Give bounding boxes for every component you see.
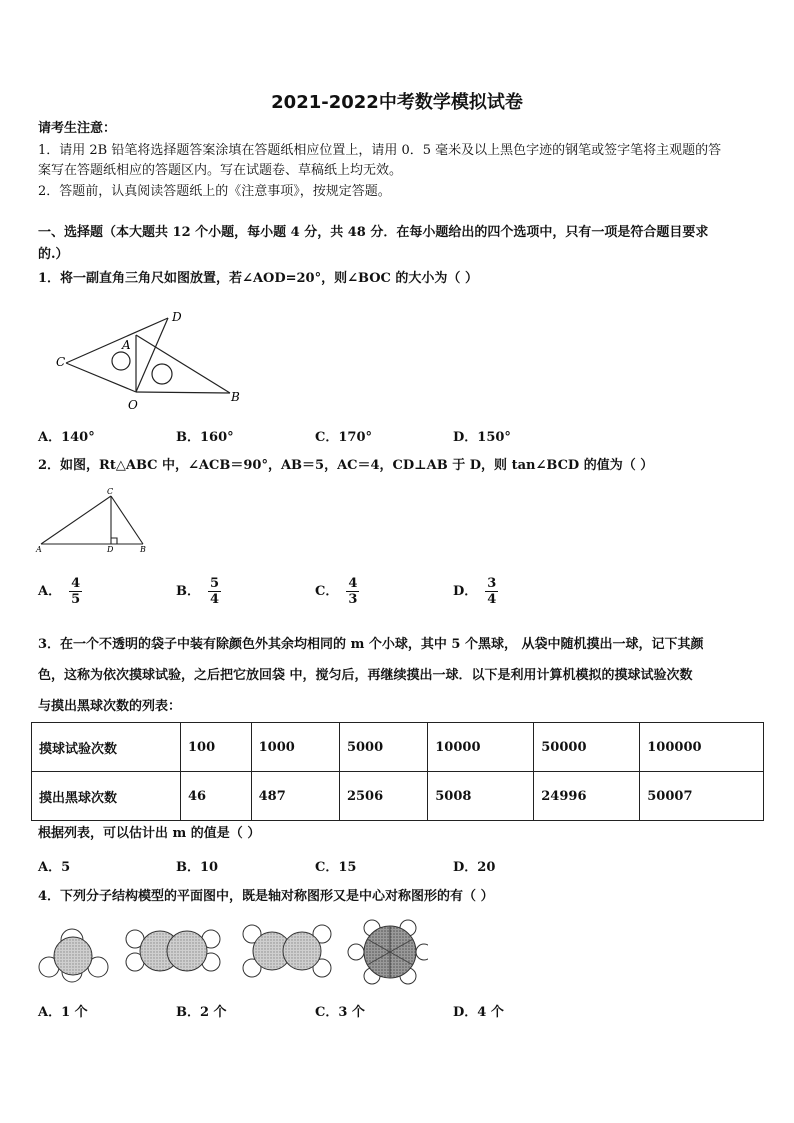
q2-label-d: D xyxy=(107,545,114,554)
q2-option-a xyxy=(38,576,82,607)
q2-option-c-numerator: 4 xyxy=(348,576,358,591)
notice-heading: 请考生注意： xyxy=(38,121,117,136)
q1-option-b: B．160° xyxy=(176,430,234,445)
table-row xyxy=(32,772,764,821)
molecule-model-3 xyxy=(243,925,331,977)
q2-label-a: A xyxy=(36,545,42,554)
q2-line-ac xyxy=(41,496,111,544)
q2-option-c-denominator: 3 xyxy=(348,592,358,607)
table-cell: 24996 xyxy=(534,772,640,821)
q2-stem: 2．如图，Rt△ABC 中，∠ACB＝90°，AB＝5，AC＝4，CD⊥AB 于 D，则 tan∠BCD 的值为（ ） xyxy=(38,458,654,473)
q2-option-d-numerator: 3 xyxy=(487,576,497,591)
q1-label-c: C xyxy=(56,355,66,369)
table-row xyxy=(32,723,764,772)
q2-option-b-denominator: 4 xyxy=(210,592,220,607)
q1-line-ob xyxy=(136,392,230,393)
q1-line-od xyxy=(136,318,168,392)
q3-frequency-table xyxy=(31,722,764,821)
q1-label-b: B xyxy=(231,390,240,404)
q1-stem: 1．将一副直角三角尺如图放置，若∠AOD=20°，则∠BOC 的大小为（ ） xyxy=(38,271,478,286)
q2-right-triangle-figure xyxy=(35,485,155,555)
q2-option-b-numerator: 5 xyxy=(210,576,220,591)
q2-option-d xyxy=(453,576,498,607)
table-cell: 5008 xyxy=(428,772,534,821)
table-cell: 摸球试验次数 xyxy=(32,723,181,772)
q2-option-c xyxy=(315,576,359,607)
q4-option-a: A．1 个 xyxy=(38,1005,88,1020)
q4-molecule-models-figure xyxy=(36,918,428,986)
q3-line-1: 3．在一个不透明的袋子中装有除颜色外其余均相同的 m 个小球，其中 5 个黑球， 从袋中随机摸出一球，记下其颜 xyxy=(38,637,704,652)
table-cell: 50007 xyxy=(640,772,764,821)
q1-label-a: A xyxy=(122,338,131,352)
molecule-model-1 xyxy=(39,929,108,982)
q4-option-b: B．2 个 xyxy=(176,1005,227,1020)
q2-option-d-denominator: 4 xyxy=(487,592,497,607)
q4-option-c: C．3 个 xyxy=(315,1005,365,1020)
page-title: 2021-2022中考数学模拟试卷 xyxy=(271,92,523,113)
notice-line-1a: 1．请用 2B 铅笔将选择题答案涂填在答题纸相应位置上，请用 0．5 毫米及以上黑色字迹的钢笔或签字笔将主观题的答 xyxy=(38,143,722,158)
table-cell: 10000 xyxy=(428,723,534,772)
q1-circle-right xyxy=(152,364,172,384)
q2-option-c-fraction xyxy=(346,576,359,607)
q2-option-a-fraction xyxy=(69,576,82,607)
q1-line-cd xyxy=(66,318,168,363)
q3-line-3: 与摸出黑球次数的列表： xyxy=(38,699,182,714)
q3-option-b: B．10 xyxy=(176,860,219,875)
q3-question: 根据列表，可以估计出 m 的值是（ ） xyxy=(38,826,261,841)
q2-line-bc xyxy=(111,496,143,544)
q2-right-angle-mark xyxy=(111,538,117,544)
table-cell: 100000 xyxy=(640,723,764,772)
section-heading-line-2: 的.） xyxy=(38,247,69,262)
table-cell: 46 xyxy=(181,772,252,821)
q4-option-d: D．4 个 xyxy=(453,1005,504,1020)
q1-triangles-figure xyxy=(50,305,250,420)
q2-option-a-numerator: 4 xyxy=(71,576,81,591)
q1-label-d: D xyxy=(172,310,182,324)
table-cell: 50000 xyxy=(534,723,640,772)
notice-line-2: 2．答题前，认真阅读答题纸上的《注意事项》，按规定答题。 xyxy=(38,184,391,199)
q2-label-c: C xyxy=(107,487,114,496)
table-cell: 2506 xyxy=(339,772,427,821)
q1-circle-left xyxy=(112,352,130,370)
table-cell: 487 xyxy=(251,772,339,821)
q1-label-o: O xyxy=(128,398,138,412)
q2-option-a-letter: A． xyxy=(38,584,62,599)
q1-option-a: A．140° xyxy=(38,430,95,445)
molecule-model-4 xyxy=(348,920,428,984)
notice-line-1b: 案写在答题纸相应的答题区内。写在试题卷、草稿纸上均无效。 xyxy=(38,163,403,178)
q3-option-c: C．15 xyxy=(315,860,357,875)
q2-label-b: B xyxy=(140,545,146,554)
table-cell: 100 xyxy=(181,723,252,772)
section-heading-line-1: 一、选择题（本大题共 12 个小题，每小题 4 分，共 48 分．在每小题给出的四个选项中，只有一项是符合题目要求 xyxy=(38,225,709,240)
q2-option-b-letter: B． xyxy=(176,584,200,599)
q1-option-d: D．150° xyxy=(453,430,511,445)
q1-line-co xyxy=(66,363,136,392)
q1-option-c: C．170° xyxy=(315,430,372,445)
q1-line-ab xyxy=(136,335,230,393)
q2-option-d-letter: D． xyxy=(453,584,478,599)
table-cell: 1000 xyxy=(251,723,339,772)
q2-option-b-fraction xyxy=(208,576,221,607)
q4-stem: 4．下列分子结构模型的平面图中，既是轴对称图形又是中心对称图形的有（ ） xyxy=(38,889,494,904)
table-cell: 5000 xyxy=(339,723,427,772)
q2-option-c-letter: C． xyxy=(315,584,339,599)
q2-option-b xyxy=(176,576,221,607)
q3-line-2: 色，这称为依次摸球试验，之后把它放回袋 中，搅匀后，再继续摸出一球．以下是利用计算机模拟的摸球试验次数 xyxy=(38,668,693,683)
q3-option-a: A．5 xyxy=(38,860,71,875)
q2-option-d-fraction xyxy=(485,576,498,607)
molecule-model-2 xyxy=(126,930,220,971)
q2-option-a-denominator: 5 xyxy=(71,592,81,607)
table-cell: 摸出黑球次数 xyxy=(32,772,181,821)
q3-option-d: D．20 xyxy=(453,860,496,875)
